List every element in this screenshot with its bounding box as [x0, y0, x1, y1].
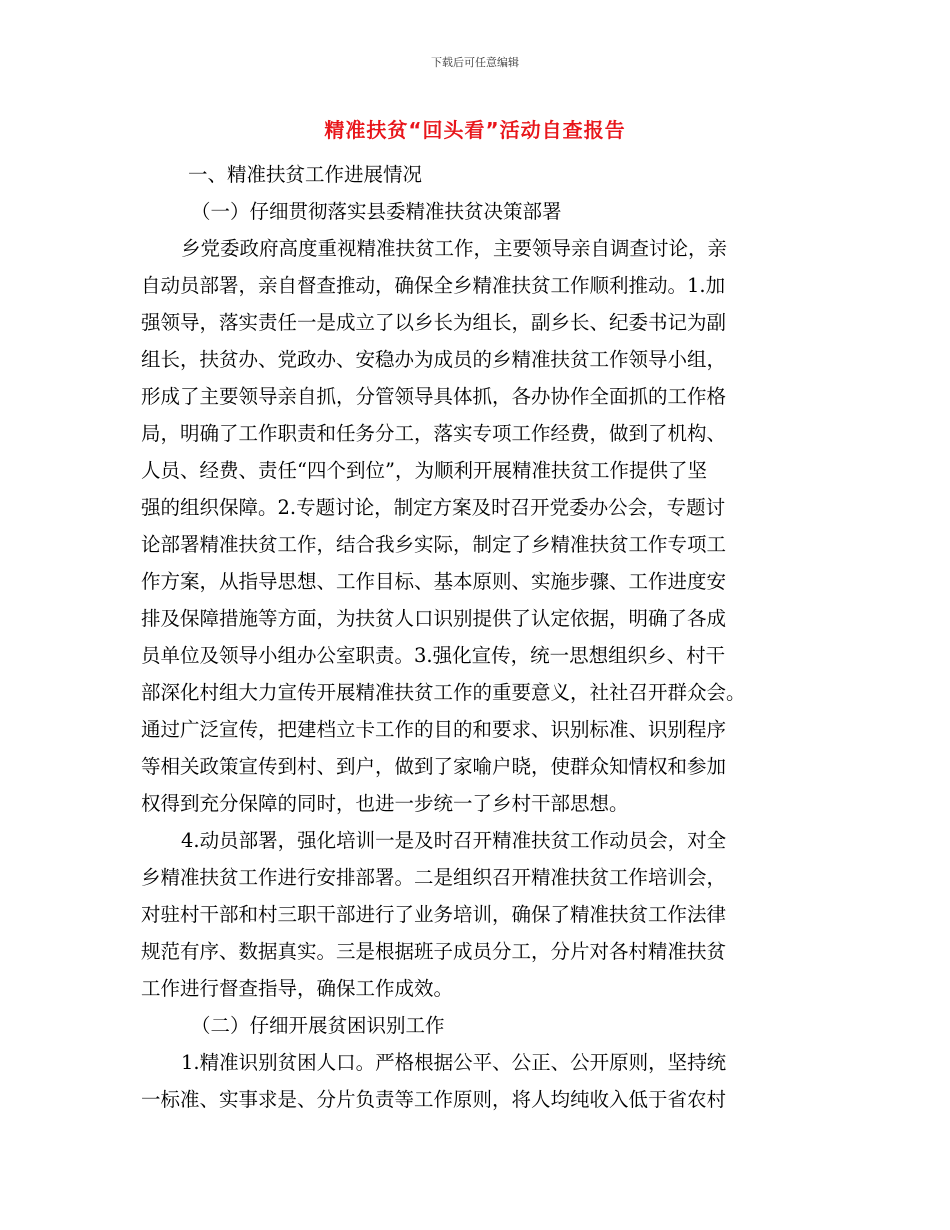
text-line: 强领导，落实责任一是成立了以乡长为组长，副乡长、纪委书记为副 [141, 311, 727, 334]
text-line: 组长，扶贫办、党政办、安稳办为成员的乡精准扶贫工作领导小组， [141, 348, 727, 371]
text-line: 1.精准识别贫困人口。严格根据公平、公正、公开原则，坚持统 [181, 1051, 727, 1074]
text-line: 论部署精准扶贫工作，结合我乡实际，制定了乡精准扶贫工作专项工 [141, 533, 727, 556]
text-line: 乡党委政府高度重视精准扶贫工作，主要领导亲自调查讨论，亲 [181, 237, 728, 260]
text-line: 规范有序、数据真实。三是根据班子成员分工，分片对各村精准扶贫 [141, 940, 727, 963]
text-line: 作方案，从指导思想、工作目标、基本原则、实施步骤、工作进度安 [141, 570, 727, 593]
text-line: 权得到充分保障的同时，也进一步统一了乡村干部思想。 [141, 792, 629, 815]
text-line: 自动员部署，亲自督查推动，确保全乡精准扶贫工作顺利推动。1.加 [141, 274, 726, 297]
document-body [141, 156, 809, 1118]
text-line: 4.动员部署，强化培训一是及时召开精准扶贫工作动员会，对全 [181, 829, 727, 852]
text-line: 员单位及领导小组办公室职责。3.强化宣传，统一思想组织乡、村干 [141, 644, 726, 667]
subsection-heading: （二）仔细开展贫困识别工作 [191, 1014, 445, 1037]
text-line: 通过广泛宣传，把建档立卡工作的目的和要求、识别标准、识别程序 [141, 718, 727, 741]
text-line: 人员、经费、责任“四个到位”，为顺利开展精准扶贫工作提供了坚 [141, 459, 707, 482]
text-line: 一标准、实事求是、分片负责等工作原则，将人均纯收入低于省农村 [141, 1088, 727, 1111]
page-header-note: 下载后可任意编辑 [431, 56, 519, 69]
text-line: 对驻村干部和村三职干部进行了业务培训，确保了精准扶贫工作法律 [141, 903, 727, 926]
subsection-heading: （一）仔细贯彻落实县委精准扶贫决策部署 [191, 200, 562, 223]
text-line: 等相关政策宣传到村、到户，做到了家喻户晓，使群众知情权和参加 [141, 755, 727, 778]
document-title: 精准扶贫“回头看”活动自查报告 [324, 118, 626, 142]
text-line: 局，明确了工作职责和任务分工，落实专项工作经费，做到了机构、 [141, 422, 727, 445]
text-line: 排及保障措施等方面，为扶贫人口识别提供了认定依据，明确了各成 [141, 607, 727, 630]
text-line: 工作进行督查指导，确保工作成效。 [141, 977, 454, 1000]
text-line: 乡精准扶贫工作进行安排部署。二是组织召开精准扶贫工作培训会， [141, 866, 727, 889]
text-line: 强的组织保障。2.专题讨论，制定方案及时召开党委办公会，专题讨 [141, 496, 726, 519]
text-line: 形成了主要领导亲自抓，分管领导具体抓，各办协作全面抓的工作格 [141, 385, 727, 408]
text-line: 部深化村组大力宣传开展精准扶贫工作的重要意义，社社召开群众会。 [141, 681, 746, 704]
section-heading: 一、精准扶贫工作进展情况 [188, 163, 423, 186]
